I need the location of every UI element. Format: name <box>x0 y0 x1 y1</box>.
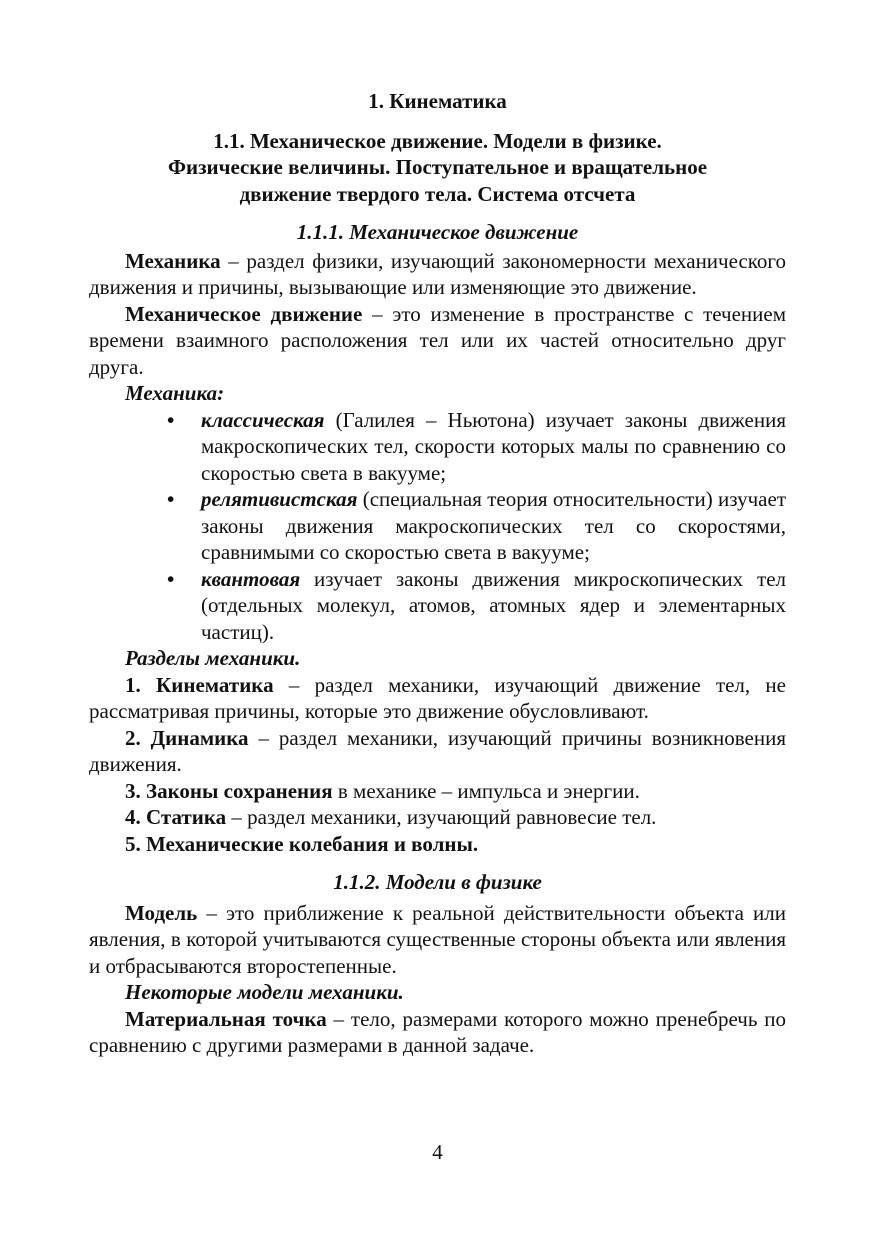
page-number: 4 <box>432 1140 443 1164</box>
list-item <box>167 486 786 566</box>
term-mechanics: Механика <box>125 248 221 273</box>
definition-text: – это приближение к реальной действительности объекта или явления, в которой учитываются существенные стороны объекта или явления и отбрасываются второстепенные. <box>89 900 786 978</box>
type-term: квантовая <box>201 566 301 591</box>
section-term: 2. Динамика <box>125 725 249 750</box>
definition-text: – это изменение в пространстве с течением времени взаимного расположения тел или их частей относительно друг друга. <box>89 301 787 379</box>
section-term: 1. Кинематика <box>125 672 274 697</box>
section-text: – раздел механики, изучающий причины возникновения движения. <box>89 725 786 776</box>
section-term: 4. Статика <box>125 805 227 829</box>
type-term: релятивистская <box>201 487 358 511</box>
section-text: – раздел механики, изучающий движение тел, не рассматривая причины, которые это движение обусловливают. <box>89 672 786 723</box>
section-title <box>89 128 786 208</box>
model-definition <box>89 900 786 980</box>
mechanics-types-list <box>89 407 786 646</box>
mechanics-types-label: Механика: <box>125 381 225 405</box>
term-mechanical-motion: Механическое движение <box>125 301 363 326</box>
list-item <box>167 407 786 487</box>
term-model: Модель <box>125 900 198 925</box>
chapter-title: 1. Кинематика <box>368 89 507 113</box>
bullet-icon: • <box>167 566 175 591</box>
subsection-title-models: 1.1.2. Модели в физике <box>333 870 542 894</box>
term-material-point: Материальная точка <box>125 1006 327 1031</box>
section-text: в механике – импульса и энергии. <box>332 778 640 803</box>
mechanics-section-item <box>89 804 786 831</box>
type-term: классическая <box>201 407 325 432</box>
mechanics-sections-label: Разделы механики. <box>125 646 301 670</box>
section-text: – раздел механики, изучающий равновесие тел. <box>226 805 657 829</box>
section-title-line: Физические величины. Поступательное и вращательное <box>167 155 708 179</box>
bullet-icon: • <box>167 407 175 432</box>
mechanics-section-item <box>89 831 786 858</box>
section-term: 3. Законы сохранения <box>125 778 333 803</box>
mechanics-section-item <box>89 778 786 805</box>
type-text: изучает законы движения микроскопических тел (отдельных молекул, атомов, атомных ядер и элементарных частиц). <box>201 566 786 644</box>
section-title-line: 1.1. Механическое движение. Модели в физике. <box>213 128 662 153</box>
mechanics-section-item <box>89 672 786 725</box>
definition-text: – раздел физики, изучающий закономерности механического движения и причины, вызывающие или изменяющие это движение. <box>89 248 786 299</box>
mechanical-motion-definition <box>89 301 786 381</box>
definition-text: – тело, размерами которого можно пренебречь по сравнению с другими размерами в данной задаче. <box>89 1006 786 1057</box>
mechanics-section-item <box>89 725 786 778</box>
type-text: (Галилея – Ньютона) изучает законы движения макроскопических тел, скорости которых малы по сравнению со скоростью света в вакууме; <box>201 407 786 485</box>
document-page <box>89 88 786 1059</box>
list-item <box>167 566 786 646</box>
bullet-icon: • <box>167 487 175 511</box>
mechanics-definition <box>89 248 786 301</box>
section-title-line: движение твердого тела. Система отсчета <box>239 181 636 206</box>
section-term: 5. Механические колебания и волны. <box>125 831 479 856</box>
material-point-definition <box>89 1006 786 1059</box>
type-text: (специальная теория относительности) изучает законы движения макроскопических тел со скоростями, сравнимыми со скоростью света в вакууме; <box>201 487 786 564</box>
models-label: Некоторые модели механики. <box>125 980 404 1004</box>
subsection-title-mechanical-motion: 1.1.1. Механическое движение <box>296 220 579 244</box>
